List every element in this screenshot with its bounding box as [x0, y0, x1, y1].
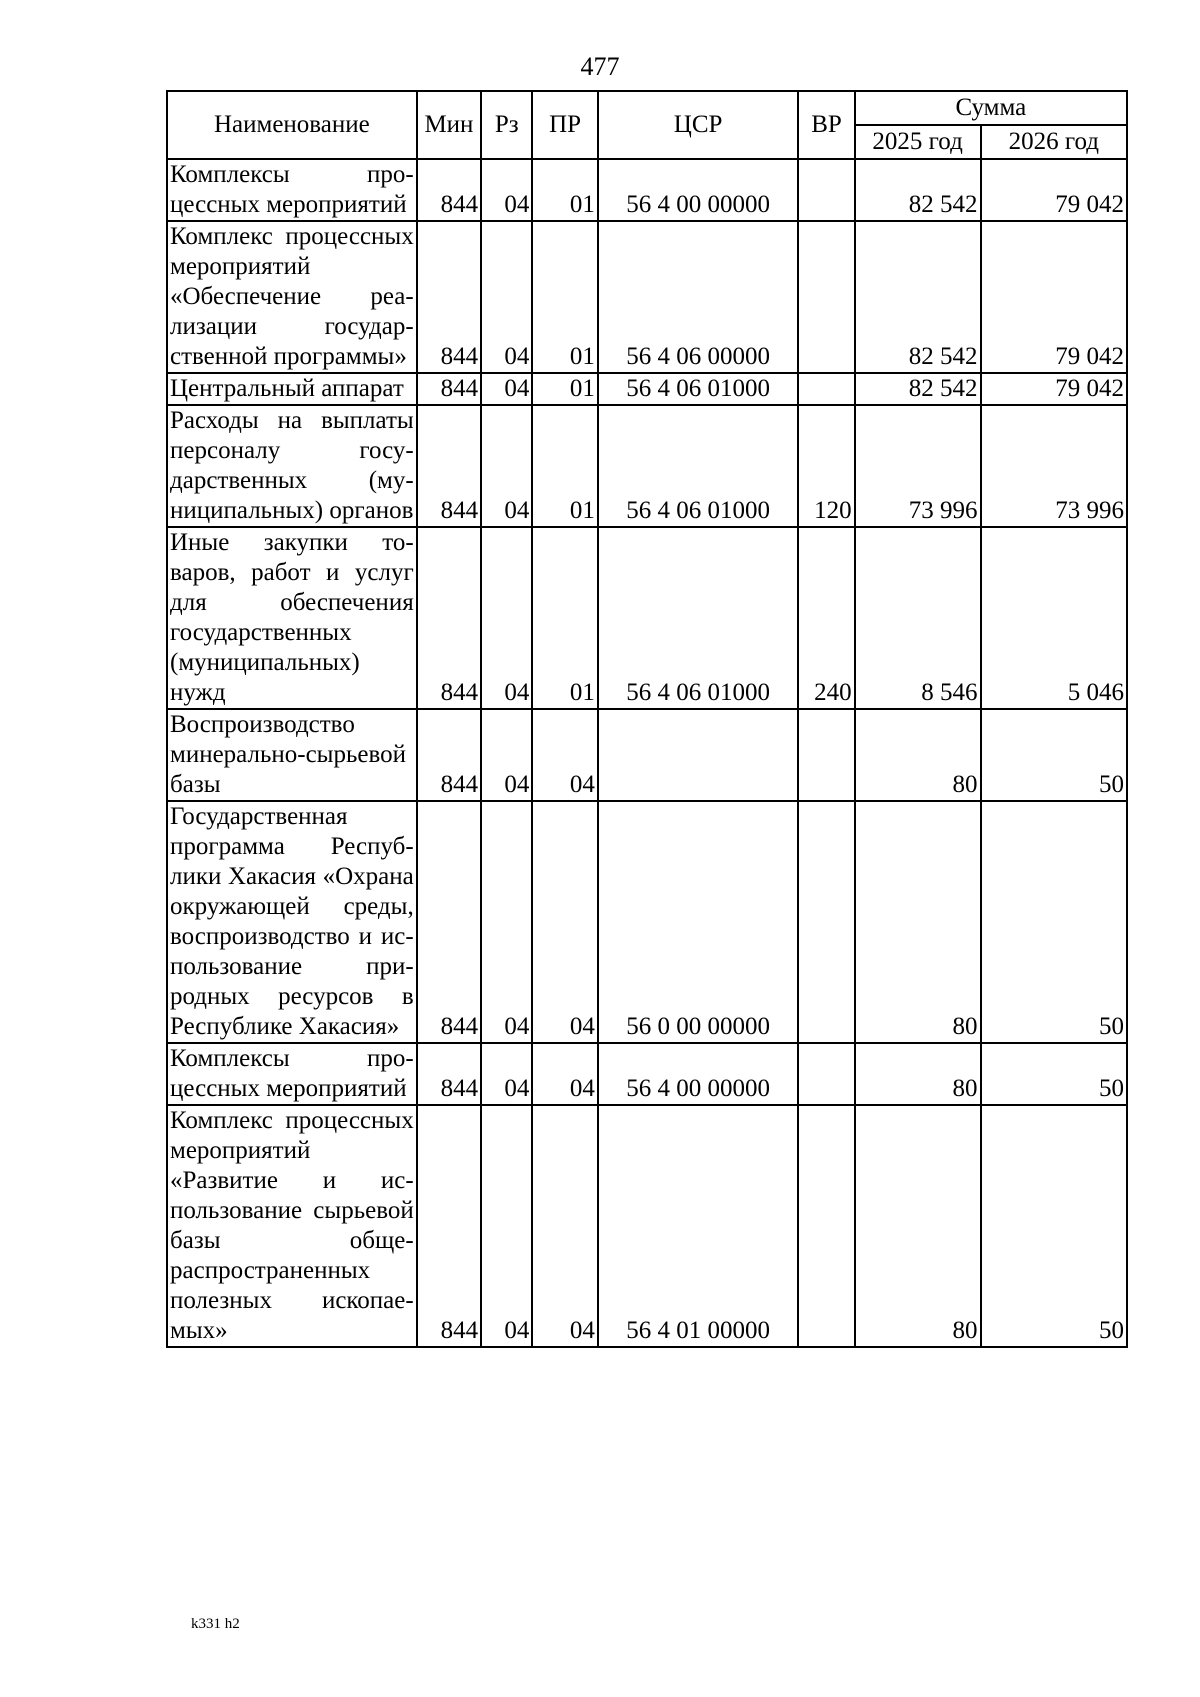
header-row-1: [167, 91, 1127, 125]
header-rz: Рз: [481, 91, 532, 159]
row-vr: 120: [798, 405, 854, 527]
row-sum-2026: 5 046: [981, 527, 1127, 709]
table-row: [167, 221, 1127, 373]
row-min: 844: [417, 405, 481, 527]
row-sum-2025: 80: [855, 709, 981, 801]
row-csr: 56 4 00 00000: [598, 1043, 799, 1105]
row-vr: [798, 1043, 854, 1105]
header-min: Мин: [417, 91, 481, 159]
row-rz: 04: [481, 373, 532, 405]
row-vr: [798, 373, 854, 405]
row-pr: 01: [532, 221, 597, 373]
row-rz: 04: [481, 159, 532, 221]
row-rz: 04: [481, 1105, 532, 1347]
row-rz: 04: [481, 221, 532, 373]
row-sum-2025: 8 546: [855, 527, 981, 709]
row-vr: [798, 709, 854, 801]
header-csr: ЦСР: [598, 91, 799, 159]
row-name: Центральный аппарат: [167, 373, 417, 405]
row-pr: 01: [532, 527, 597, 709]
table-row: [167, 1043, 1127, 1105]
row-rz: 04: [481, 709, 532, 801]
row-sum-2026: 50: [981, 709, 1127, 801]
row-rz: 04: [481, 801, 532, 1043]
row-sum-2025: 80: [855, 801, 981, 1043]
table-row: [167, 159, 1127, 221]
row-vr: [798, 1105, 854, 1347]
row-sum-2026: 79 042: [981, 373, 1127, 405]
row-sum-2025: 82 542: [855, 159, 981, 221]
table-body: [167, 159, 1127, 1347]
row-sum-2026: 50: [981, 1043, 1127, 1105]
row-pr: 04: [532, 801, 597, 1043]
header-pr: ПР: [532, 91, 597, 159]
row-vr: [798, 221, 854, 373]
row-vr: [798, 159, 854, 221]
row-sum-2026: 50: [981, 801, 1127, 1043]
row-name: Комплекс процессных мероприятий «Развитие и использование сырьевой базы общераспространенных полезных ископаемых»: [167, 1105, 417, 1347]
row-csr: 56 4 06 01000: [598, 405, 799, 527]
header-name: Наименование: [167, 91, 417, 159]
row-rz: 04: [481, 405, 532, 527]
row-csr: 56 4 06 00000: [598, 221, 799, 373]
row-name: Иные закупки товаров, работ и услуг для обеспечения государственных (муниципальных) нужд: [167, 527, 417, 709]
row-name: Комплексы процессных мероприятий: [167, 159, 417, 221]
row-min: 844: [417, 373, 481, 405]
table-row: [167, 373, 1127, 405]
row-min: 844: [417, 709, 481, 801]
row-pr: 04: [532, 709, 597, 801]
row-csr: 56 0 00 00000: [598, 801, 799, 1043]
row-pr: 01: [532, 405, 597, 527]
row-sum-2026: 50: [981, 1105, 1127, 1347]
row-pr: 04: [532, 1043, 597, 1105]
row-vr: 240: [798, 527, 854, 709]
row-min: 844: [417, 159, 481, 221]
row-sum-2026: 79 042: [981, 159, 1127, 221]
row-csr: [598, 709, 799, 801]
row-pr: 04: [532, 1105, 597, 1347]
row-min: 844: [417, 1043, 481, 1105]
row-sum-2025: 80: [855, 1043, 981, 1105]
table-row: [167, 801, 1127, 1043]
header-sum: Сумма: [855, 91, 1127, 125]
table-row: [167, 709, 1127, 801]
row-rz: 04: [481, 527, 532, 709]
row-min: 844: [417, 1105, 481, 1347]
row-pr: 01: [532, 159, 597, 221]
row-name: Воспроизводство минерально-сырьевой базы: [167, 709, 417, 801]
row-min: 844: [417, 801, 481, 1043]
table-row: [167, 527, 1127, 709]
row-min: 844: [417, 527, 481, 709]
row-sum-2025: 82 542: [855, 221, 981, 373]
document-code: k331 h2: [191, 1616, 240, 1632]
row-sum-2025: 82 542: [855, 373, 981, 405]
row-sum-2026: 73 996: [981, 405, 1127, 527]
page-number: 477: [580, 52, 620, 81]
row-pr: 01: [532, 373, 597, 405]
row-rz: 04: [481, 1043, 532, 1105]
row-vr: [798, 801, 854, 1043]
row-sum-2026: 79 042: [981, 221, 1127, 373]
row-name: Комплексы процессных мероприятий: [167, 1043, 417, 1105]
row-csr: 56 4 01 00000: [598, 1105, 799, 1347]
row-csr: 56 4 00 00000: [598, 159, 799, 221]
table-row: [167, 405, 1127, 527]
row-name: Государственная программа Республики Хакасия «Охрана окружающей среды, воспроизводство и использование природных ресурсов в Республике Хакасия»: [167, 801, 417, 1043]
table-row: [167, 1105, 1127, 1347]
row-csr: 56 4 06 01000: [598, 373, 799, 405]
budget-table: [166, 90, 1128, 1348]
row-csr: 56 4 06 01000: [598, 527, 799, 709]
row-name: Расходы на выплаты персоналу государственных (муниципальных) органов: [167, 405, 417, 527]
row-name: Комплекс процессных мероприятий «Обеспечение реализации государственной программы»: [167, 221, 417, 373]
row-min: 844: [417, 221, 481, 373]
row-sum-2025: 80: [855, 1105, 981, 1347]
header-year-2026: 2026 год: [981, 125, 1127, 159]
header-year-2025: 2025 год: [855, 125, 981, 159]
row-sum-2025: 73 996: [855, 405, 981, 527]
header-vr: ВР: [798, 91, 854, 159]
